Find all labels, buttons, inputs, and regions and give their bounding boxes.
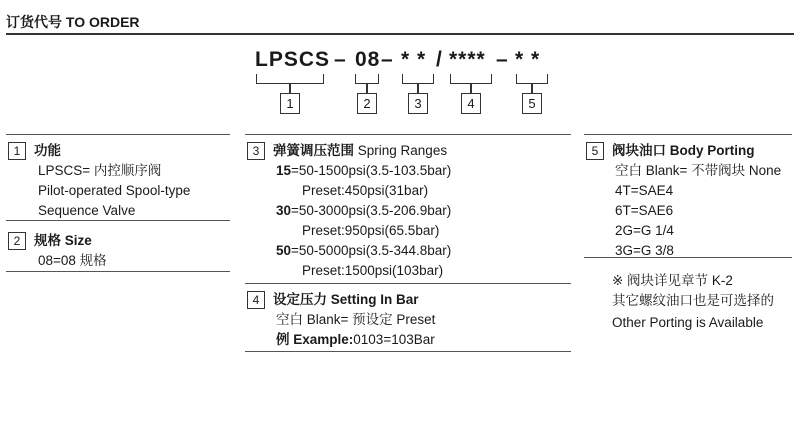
section-2-bottom-rule bbox=[6, 271, 230, 272]
section-1 bbox=[8, 141, 190, 221]
section-2-title-en: Size bbox=[64, 233, 92, 248]
section-1-title: 功能 bbox=[34, 143, 61, 158]
code-box-4: 4 bbox=[461, 93, 481, 114]
section-4-title-en: Setting In Bar bbox=[330, 292, 419, 307]
section-2-title-cn: 规格 bbox=[34, 233, 61, 248]
section-3-bottom-rule bbox=[245, 283, 571, 284]
range-value-50: =50-5000psi(3.5-344.8bar) bbox=[291, 243, 452, 258]
code-size: 08 bbox=[355, 48, 381, 71]
section-4-example-label: 例 Example: bbox=[276, 332, 354, 347]
range-value-30: =50-3000psi(3.5-206.9bar) bbox=[291, 203, 452, 218]
code-box-1: 1 bbox=[280, 93, 300, 114]
section-5-top-rule bbox=[584, 134, 792, 135]
porting-option-4t: 4T=SAE4 bbox=[615, 183, 674, 198]
code-box-3: 3 bbox=[408, 93, 428, 114]
porting-note-3: Other Porting is Available bbox=[612, 315, 764, 330]
range-preset-50: Preset:1500psi(103bar) bbox=[302, 263, 444, 278]
stem-4 bbox=[470, 83, 472, 93]
section-1-line-3: Sequence Valve bbox=[38, 203, 136, 218]
section-3-top-rule bbox=[245, 134, 571, 135]
porting-note-2: 其它螺纹油口也是可选择的 bbox=[612, 293, 774, 308]
section-5-blank: 空白 Blank= 不带阀块 None bbox=[615, 163, 782, 178]
section-4 bbox=[247, 290, 435, 350]
section-1-number: 1 bbox=[8, 142, 26, 160]
section-3 bbox=[247, 141, 451, 281]
section-3-title-en: Spring Ranges bbox=[357, 143, 448, 158]
section-4-line-1: 空白 Blank= 预设定 Preset bbox=[276, 312, 436, 327]
section-2 bbox=[8, 231, 107, 271]
code-porting: * * bbox=[515, 48, 541, 71]
code-box-5: 5 bbox=[522, 93, 542, 114]
code-box-2: 2 bbox=[357, 93, 377, 114]
section-4-bottom-rule bbox=[245, 351, 571, 352]
stem-3 bbox=[417, 83, 419, 93]
section-5-number: 5 bbox=[586, 142, 604, 160]
porting-option-6t: 6T=SAE6 bbox=[615, 203, 674, 218]
section-1-line-2: Pilot-operated Spool-type bbox=[38, 183, 191, 198]
code-dash-1: – bbox=[334, 48, 347, 71]
porting-option-3g: 3G=G 3/8 bbox=[615, 243, 674, 258]
stem-1 bbox=[289, 83, 291, 93]
porting-option-2g: 2G=G 1/4 bbox=[615, 223, 674, 238]
section-5 bbox=[586, 141, 781, 261]
section-4-example-value: 0103=103Bar bbox=[353, 332, 435, 347]
range-code-30: 30 bbox=[276, 203, 292, 218]
code-setting: **** bbox=[449, 48, 486, 71]
range-code-50: 50 bbox=[276, 243, 292, 258]
range-code-15: 15 bbox=[276, 163, 292, 178]
section-2-line-1: 08=08 规格 bbox=[38, 253, 107, 268]
stem-2 bbox=[366, 83, 368, 93]
section-1-top-rule bbox=[6, 134, 230, 135]
code-prefix: LPSCS bbox=[255, 48, 331, 71]
section-3-title-cn: 弹簧调压范围 bbox=[273, 143, 354, 158]
section-4-number: 4 bbox=[247, 291, 265, 309]
section-2-number: 2 bbox=[8, 232, 26, 250]
page-title: 订货代号 TO ORDER bbox=[6, 14, 140, 30]
code-spring-range: * * bbox=[401, 48, 427, 71]
range-preset-15: Preset:450psi(31bar) bbox=[302, 183, 429, 198]
section-5-title-cn: 阀块油口 bbox=[612, 143, 666, 158]
code-slash: / bbox=[436, 48, 443, 71]
section-5-title-en: Body Porting bbox=[669, 143, 755, 158]
code-dash-3: – bbox=[496, 48, 509, 71]
title-rule bbox=[6, 33, 794, 35]
section-4-title-cn: 设定压力 bbox=[273, 292, 327, 307]
code-dash-2: – bbox=[381, 48, 394, 71]
section-3-number: 3 bbox=[247, 142, 265, 160]
porting-note-1: ※ 阀块详见章节 K-2 bbox=[612, 273, 733, 288]
range-preset-30: Preset:950psi(65.5bar) bbox=[302, 223, 440, 238]
stem-5 bbox=[531, 83, 533, 93]
range-value-15: =50-1500psi(3.5-103.5bar) bbox=[291, 163, 452, 178]
section-1-line-1: LPSCS= 内控顺序阀 bbox=[38, 163, 162, 178]
